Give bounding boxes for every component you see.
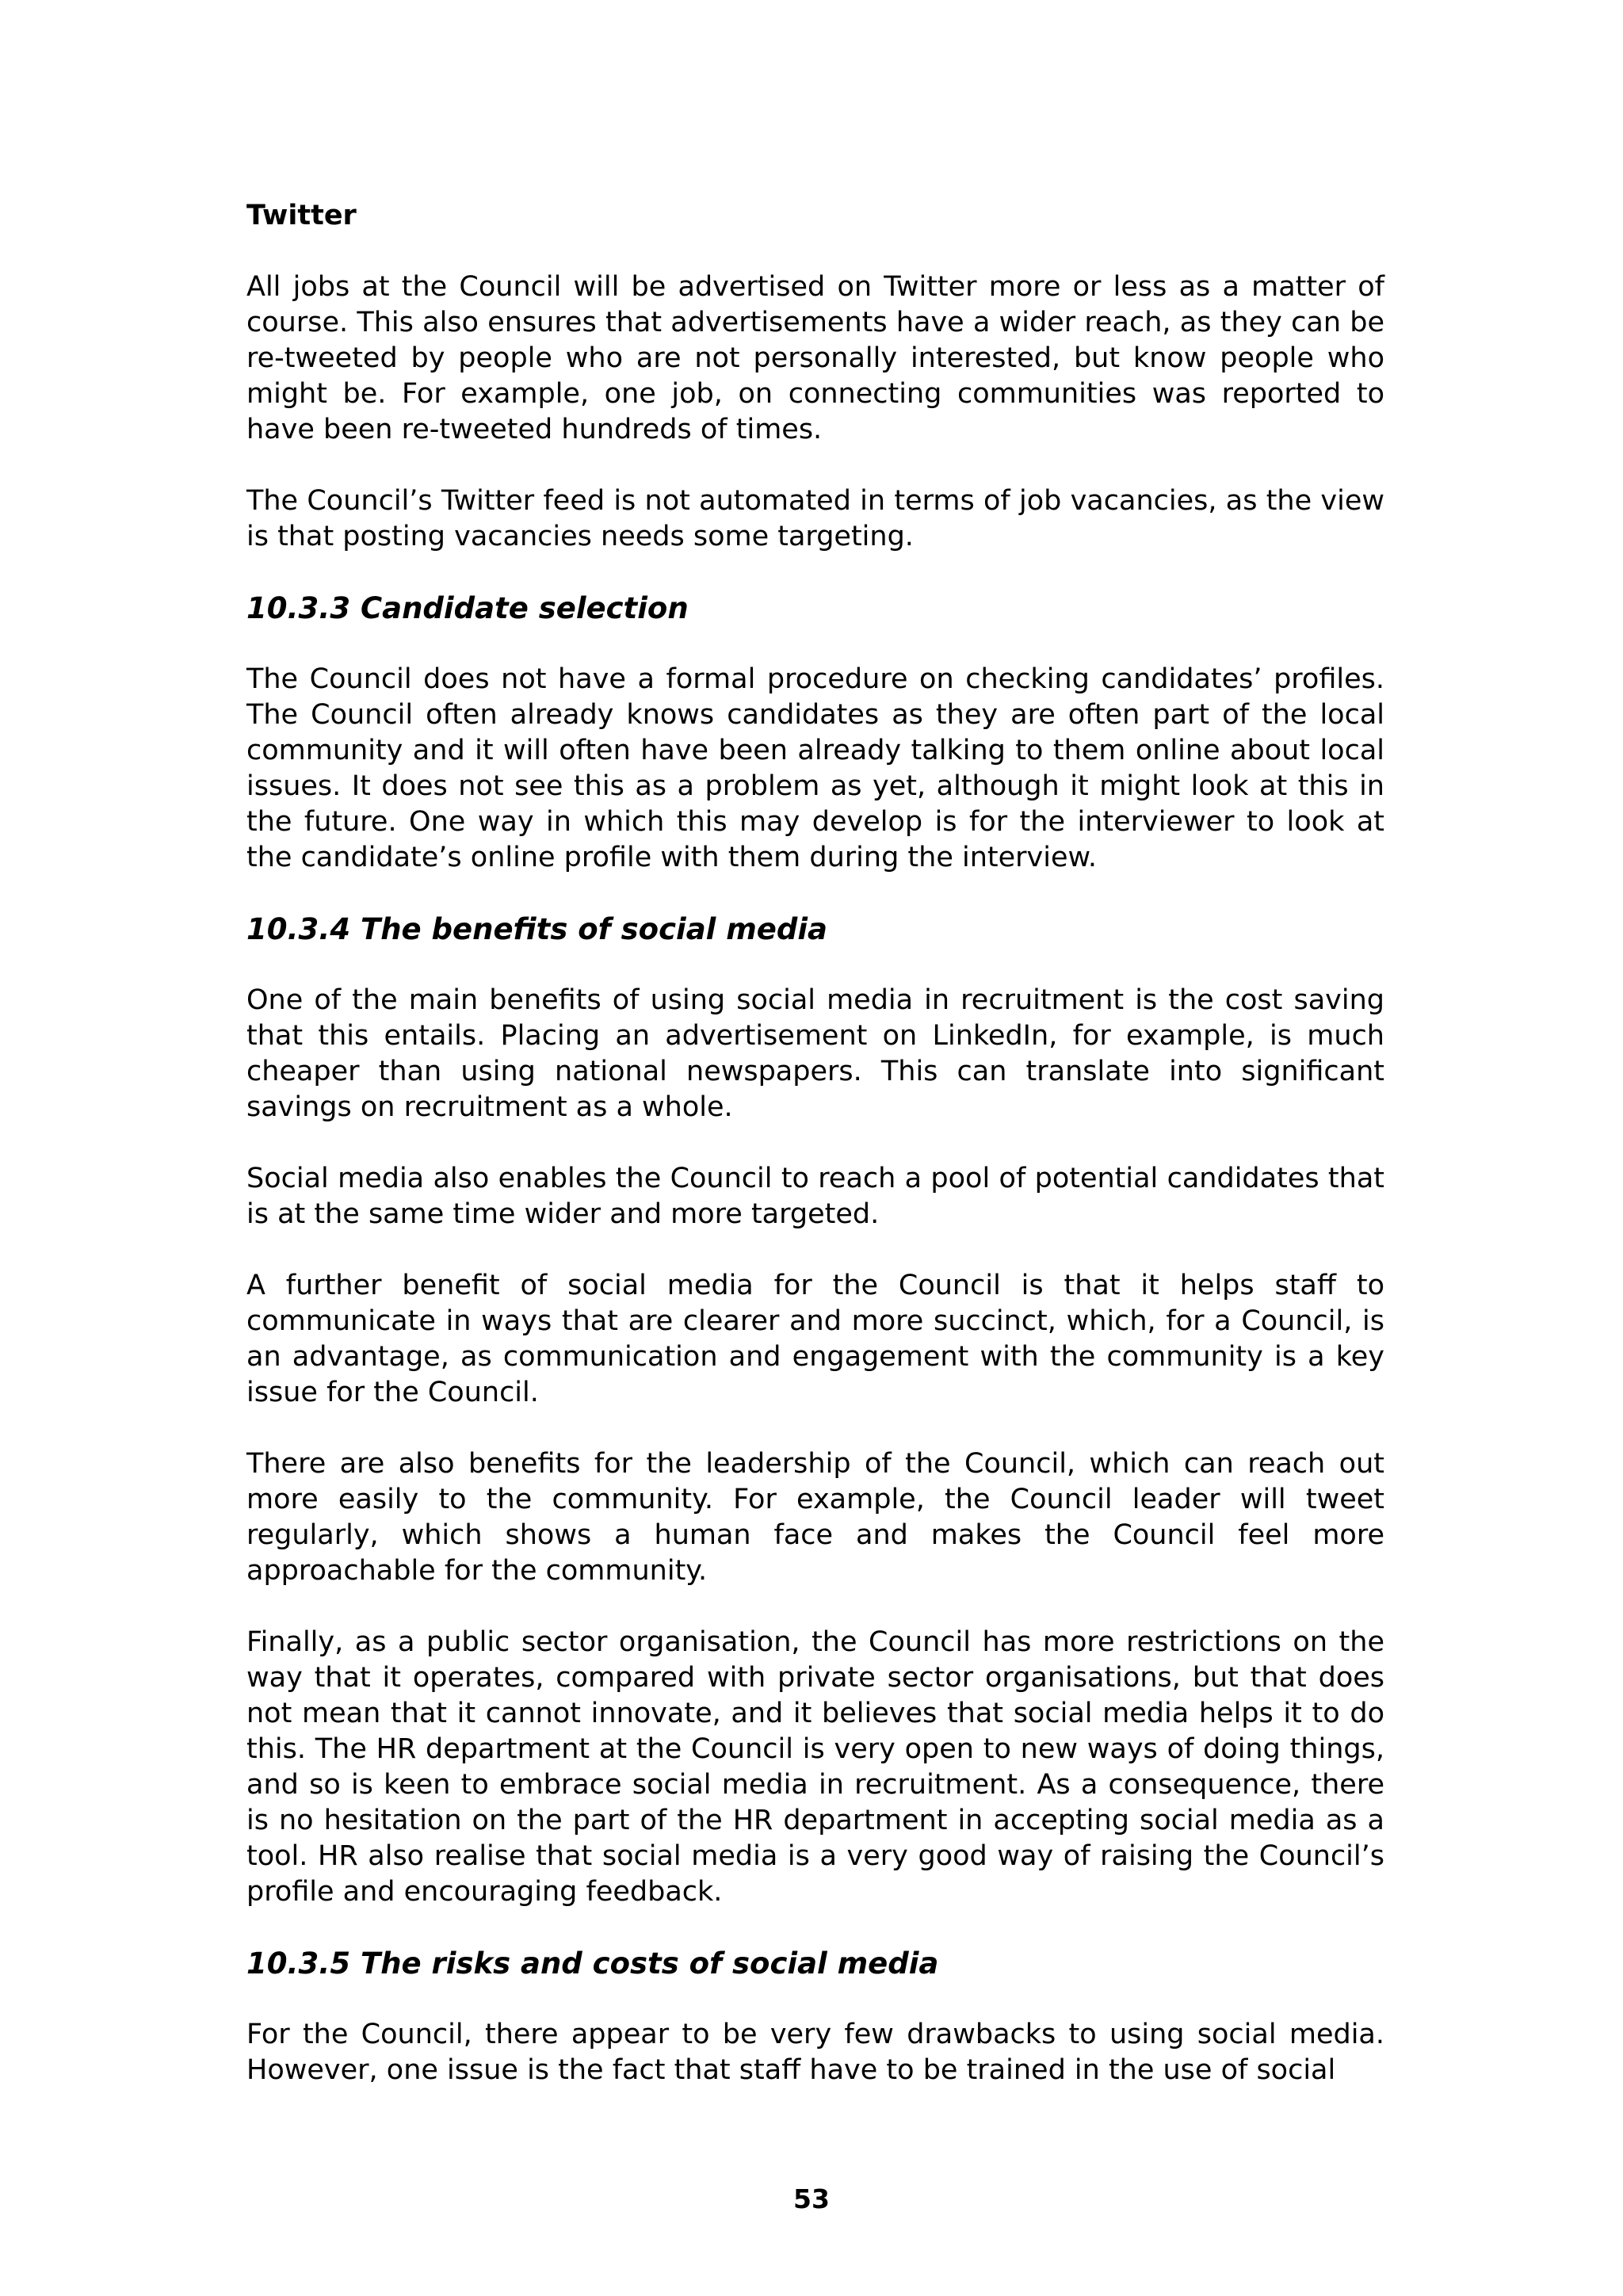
benefits-paragraph-3: A further benefit of social media for the Council is that it helps staff to communicate in ways that are clearer and more succinct, which, for a Council, is an advantage, as communication and engagement with the community is a key issue for the Council. xyxy=(246,1270,1384,1408)
twitter-paragraph-1: All jobs at the Council will be advertised on Twitter more or less as a matter of course. This also ensures that advertisements have a wider reach, as they can be re-tweeted by people who are not personally interested, but know people who might be. For example, one job, on connecting communities was reported to have been re-tweeted hundreds of times. xyxy=(246,271,1384,445)
benefits-paragraph-4: There are also benefits for the leadership of the Council, which can reach out more easily to the community. For example, the Council leader will tweet regularly, which shows a human face and makes the Council feel more approachable for the community. xyxy=(246,1448,1384,1587)
page-body xyxy=(246,198,1384,2124)
twitter-subheading: Twitter xyxy=(246,200,357,231)
twitter-paragraph-2: The Council’s Twitter feed is not automated in terms of job vacancies, as the view is that posting vacancies needs some targeting. xyxy=(246,485,1384,552)
benefits-paragraph-5: Finally, as a public sector organisation, the Council has more restrictions on the way that it operates, compared with private sector organisations, but that does not mean that it cannot innovate, and it believes that social media helps it to do this. The HR department at the Council is very open to new ways of doing things, and so is keen to embrace social media in recruitment. As a consequence, there is no hesitation on the part of the HR department in accepting social media as a tool. HR also realise that social media is a very good way of raising the Council’s profile and encouraging feedback. xyxy=(246,1626,1384,1908)
risks-paragraph-1: For the Council, there appear to be very few drawbacks to using social media. However, one issue is the fact that staff have to be trained in the use of social xyxy=(246,2019,1384,2086)
page-number: 53 xyxy=(793,2183,830,2214)
benefits-heading: 10.3.4 The benefits of social media xyxy=(246,912,828,946)
benefits-paragraph-2: Social media also enables the Council to reach a pool of potential candidates that is at the same time wider and more targeted. xyxy=(246,1163,1384,1230)
candidate-selection-heading: 10.3.3 Candidate selection xyxy=(246,591,689,625)
benefits-paragraph-1: One of the main benefits of using social media in recruitment is the cost saving that this entails. Placing an advertisement on LinkedIn, for example, is much cheaper than using national newspapers. This can translate into significant savings on recruitment as a whole. xyxy=(246,984,1384,1123)
risks-heading: 10.3.5 The risks and costs of social media xyxy=(246,1946,939,1981)
candidate-selection-paragraph-1: The Council does not have a formal procedure on checking candidates’ profiles. The Council often already knows candidates as they are often part of the local community and it will often have been already talking to them online about local issues. It does not see this as a problem as yet, although it might look at this in the future. One way in which this may develop is for the interviewer to look at the candidate’s online profile with them during the interview. xyxy=(246,663,1384,873)
